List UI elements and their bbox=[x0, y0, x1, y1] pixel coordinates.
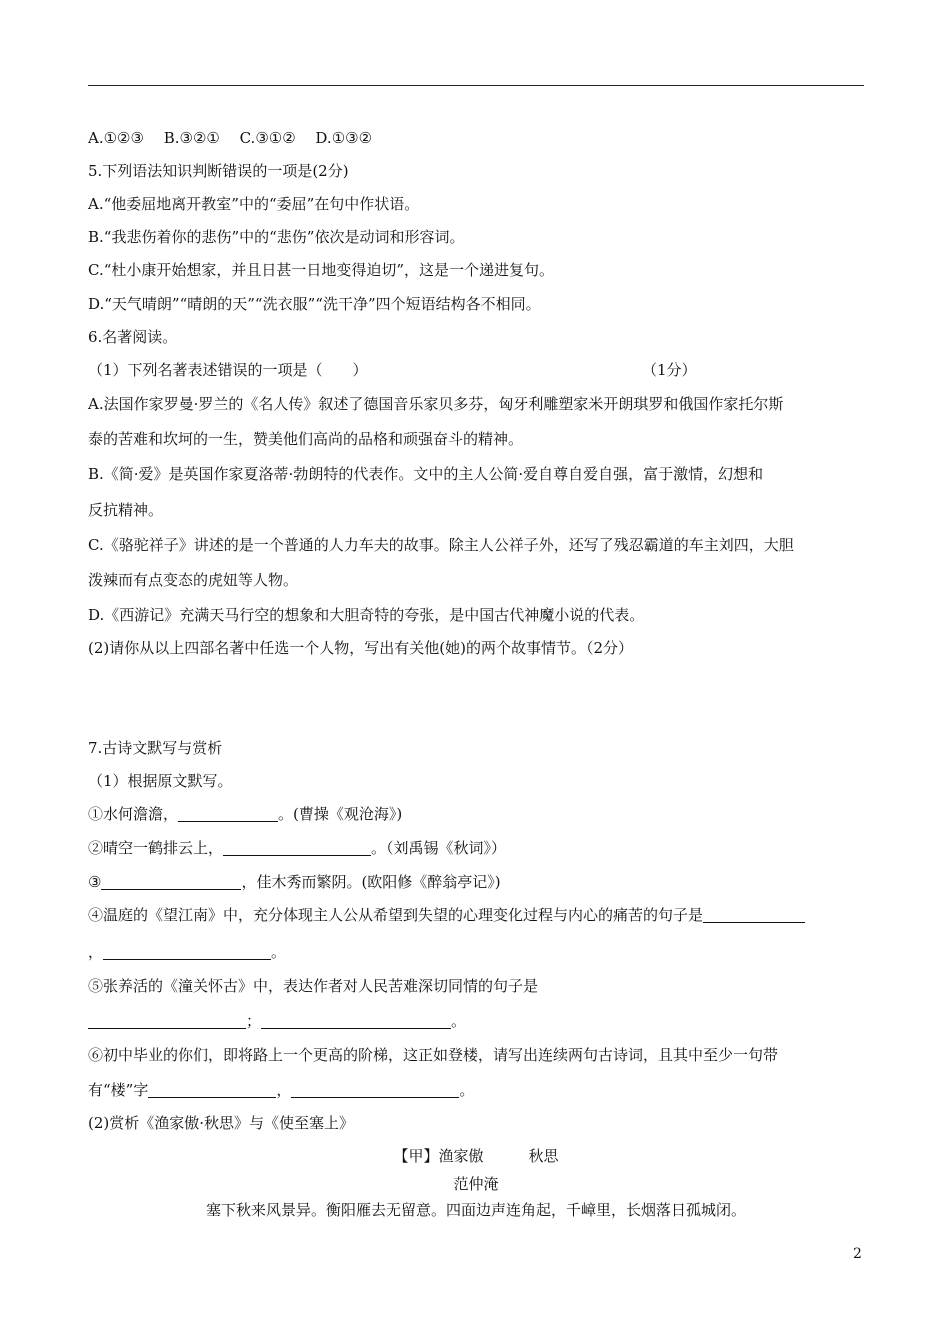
q5-option-b: B.“我悲伤着你的悲伤”中的“悲伤”依次是动词和形容词。 bbox=[88, 228, 465, 246]
q6-option-b-line2: 反抗精神。 bbox=[88, 501, 164, 519]
q6-sub1: （1）下列名著表述错误的一项是（ ） bbox=[88, 361, 368, 379]
answer-blank-6b[interactable] bbox=[291, 1081, 459, 1098]
poem-title: 【甲】渔家傲 秋思 bbox=[393, 1147, 559, 1165]
q4-options: A.①②③ B.③②① C.③①② D.①③② bbox=[88, 129, 373, 147]
answer-blank-3[interactable] bbox=[101, 873, 241, 890]
q6-option-c-line1: C.《骆驼祥子》讲述的是一个普通的人力车夫的故事。除主人公祥子外，还写了残忍霸道的车主刘四，大胆 bbox=[88, 536, 794, 554]
q6-sub1-score: （1分） bbox=[642, 361, 697, 379]
q7-recite-4-cont: ， 。 bbox=[88, 943, 287, 961]
q7-recite-6-cont: 有“楼”字 ， 。 bbox=[88, 1081, 475, 1099]
q5-option-c: C.“杜小康开始想家，并且日甚一日地变得迫切”，这是一个递进复句。 bbox=[88, 261, 555, 279]
answer-blank-6a[interactable] bbox=[148, 1081, 276, 1098]
answer-blank-1[interactable] bbox=[178, 805, 278, 822]
q7-recite-1: ①水何澹澹， 。(曹操《观沧海》) bbox=[88, 805, 403, 823]
q5-option-d: D.“天气晴朗”“晴朗的天”“洗衣服”“洗干净”四个短语结构各不相同。 bbox=[88, 295, 541, 313]
q6-stem: 6.名著阅读。 bbox=[88, 328, 178, 346]
poem-author: 范仲淹 bbox=[453, 1175, 499, 1193]
q5-option-a: A.“他委屈地离开教室”中的“委屈”在句中作状语。 bbox=[88, 195, 420, 213]
page-number: 2 bbox=[853, 1246, 862, 1262]
q5-stem: 5.下列语法知识判断错误的一项是(2分) bbox=[88, 162, 349, 180]
header-rule bbox=[88, 85, 864, 86]
q6-sub2: (2)请你从以上四部名著中任选一个人物，写出有关他(她)的两个故事情节。（2分） bbox=[88, 639, 633, 657]
q6-option-d: D.《西游记》充满天马行空的想象和大胆奇特的夸张，是中国古代神魔小说的代表。 bbox=[88, 606, 645, 624]
q6-option-b-line1: B.《简·爱》是英国作家夏洛蒂·勃朗特的代表作。文中的主人公简·爱自尊自爱自强，富于激情，幻想和 bbox=[88, 465, 764, 483]
q7-recite-5-cont: ； 。 bbox=[88, 1011, 466, 1031]
q7-recite-5: ⑤张养活的《潼关怀古》中，表达作者对人民苦难深切同情的句子是 bbox=[88, 977, 539, 995]
q7-stem: 7.古诗文默写与赏析 bbox=[88, 739, 223, 757]
q7-sub2: (2)赏析《渔家傲·秋思》与《使至塞上》 bbox=[88, 1114, 355, 1132]
q6-option-a-line2: 泰的苦难和坎坷的一生，赞美他们高尚的品格和顽强奋斗的精神。 bbox=[88, 430, 524, 448]
q6-option-a-line1: A.法国作家罗曼·罗兰的《名人传》叙述了德国音乐家贝多芬，匈牙利雕塑家米开朗琪罗和俄国作家托尔斯 bbox=[88, 395, 784, 413]
answer-blank-4b[interactable] bbox=[103, 943, 271, 960]
q7-recite-3: ③ ，佳木秀而繁阴。(欧阳修《醉翁亭记》) bbox=[88, 873, 501, 891]
q7-recite-4: ④温庭的《望江南》中，充分体现主人公从希望到失望的心理变化过程与内心的痛苦的句子是 bbox=[88, 905, 805, 925]
answer-blank-5a[interactable] bbox=[88, 1012, 246, 1029]
poem-line: 塞下秋来风景异。衡阳雁去无留意。四面边声连角起，千嶂里，长烟落日孤城闭。 bbox=[205, 1201, 746, 1219]
q6-option-c-line2: 泼辣而有点变态的虎妞等人物。 bbox=[88, 571, 299, 589]
answer-blank-4a[interactable] bbox=[703, 906, 805, 923]
answer-blank-2[interactable] bbox=[223, 839, 371, 856]
q7-recite-2: ②晴空一鹤排云上， 。（刘禹锡《秋词》） bbox=[88, 839, 507, 857]
answer-blank-5b[interactable] bbox=[261, 1012, 451, 1029]
q7-sub1: （1）根据原文默写。 bbox=[88, 772, 233, 790]
q7-recite-6: ⑥初中毕业的你们，即将路上一个更高的阶梯，这正如登楼，请写出连续两句古诗词，且其中至少一句带 bbox=[88, 1046, 779, 1064]
